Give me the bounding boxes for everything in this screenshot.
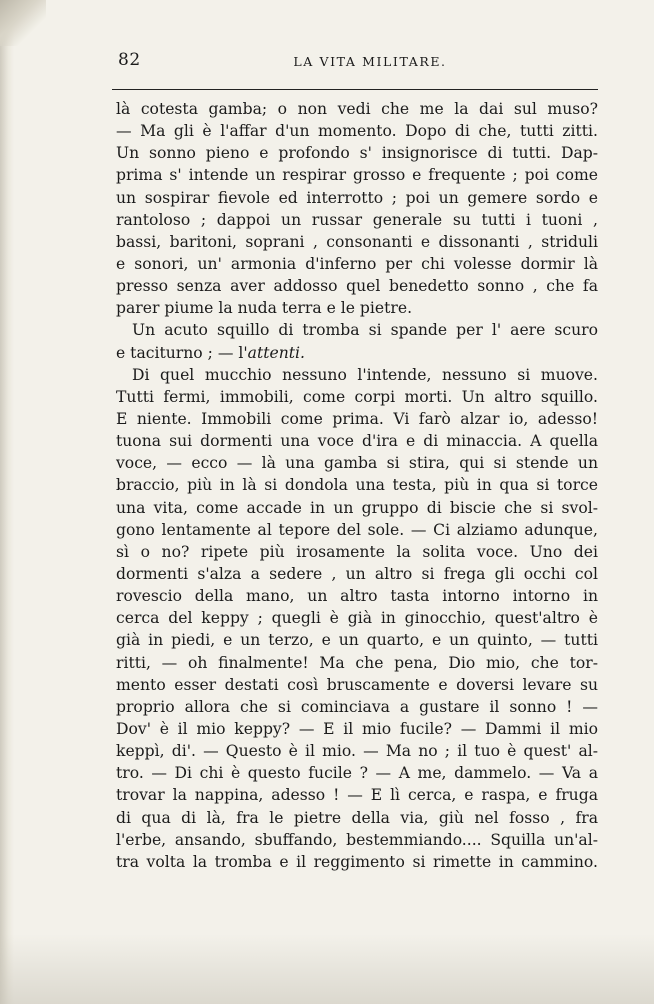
page-bottom-shadow xyxy=(0,934,654,1004)
body-text xyxy=(116,98,598,873)
text-line: rantoloso ; dappoi un russar generale su tutti i tuoni , xyxy=(116,210,598,229)
page-corner xyxy=(0,0,46,46)
text-line: E niente. Immobili come prima. Vi farò alzar io, adesso! xyxy=(116,409,598,428)
text-line: gono lentamente al tepore del sole. — Ci alziamo adunque, xyxy=(116,520,598,539)
text-line: Un sonno pieno e profondo s' insignorisce di tutti. Dap- xyxy=(116,144,598,163)
running-header xyxy=(114,48,596,78)
text-line-with-italic xyxy=(116,342,598,364)
text-line: rovescio della mano, un altro tasta intorno intorno in xyxy=(116,587,598,606)
text-line: presso senza aver addosso quel benedetto sonno , che fa xyxy=(116,277,598,296)
text-line: e sonori, un' armonia d'inferno per chi volesse dormir là xyxy=(116,254,598,273)
text-run: e taciturno ; — l' xyxy=(116,343,248,362)
text-line: tra volta la tromba e il reggimento si rimette in cammino. xyxy=(116,852,598,871)
text-line: sì o no? ripete più irosamente la solita voce. Uno dei xyxy=(116,542,598,561)
text-line: tro. — Di chi è questo fucile ? — A me, dammelo. — Va a xyxy=(116,764,598,783)
text-line: bassi, baritoni, soprani , consonanti e dissonanti , striduli xyxy=(116,232,598,251)
page-number: 82 xyxy=(118,50,141,70)
text-line: parer piume la nuda terra e le pietre. xyxy=(116,299,413,318)
text-line: dormenti s'alza a sedere , un altro si frega gli occhi col xyxy=(116,564,598,583)
text-line: tuona sui dormenti una voce d'ira e di minaccia. A quella xyxy=(116,432,598,451)
header-rule xyxy=(112,89,598,90)
text-line: keppì, di'. — Questo è il mio. — Ma no ; il tuo è quest' al- xyxy=(116,742,598,761)
text-line: mento esser destati così bruscamente e doversi levare su xyxy=(116,675,598,694)
text-line: cerca del keppy ; quegli è già in ginocchio, quest'altro è xyxy=(116,609,598,628)
text-line: di qua di là, fra le pietre della via, giù nel fosso , fra xyxy=(116,808,598,827)
text-line: già in piedi, e un terzo, e un quarto, e un quinto, — tutti xyxy=(116,631,598,650)
text-line: là cotesta gamba; o non vedi che me la dai sul muso? xyxy=(116,100,598,118)
text-line: Dov' è il mio keppy? — E il mio fucile? — Dammi il mio xyxy=(116,719,598,738)
text-line: prima s' intende un respirar grosso e frequente ; poi come xyxy=(116,166,598,185)
italic-word: attenti. xyxy=(247,343,305,362)
text-line: braccio, più in là si dondola una testa, più in qua si torce xyxy=(116,476,598,495)
text-line: proprio allora che si cominciava a gustare il sonno ! — xyxy=(116,697,598,716)
text-line: l'erbe, ansando, sbuffando, bestemmiando.... Squilla un'al- xyxy=(116,830,598,849)
running-title: LA VITA MILITARE. xyxy=(293,54,447,69)
text-line: Un acuto squillo di tromba si spande per l' aere scuro xyxy=(132,321,598,340)
text-line: una vita, come accade in un gruppo di biscie che si svol- xyxy=(116,498,598,517)
text-line: un sospirar fievole ed interrotto ; poi un gemere sordo e xyxy=(116,188,598,207)
text-line: Tutti fermi, immobili, come corpi morti. Un altro squillo. xyxy=(116,387,598,406)
text-line: — Ma gli è l'affar d'un momento. Dopo di che, tutti zitti. xyxy=(116,122,598,141)
page-edge xyxy=(0,0,14,1004)
text-line: trovar la nappina, adesso ! — E lì cerca, e raspa, e fruga xyxy=(116,786,598,805)
text-line: ritti, — oh finalmente! Ma che pena, Dio mio, che tor- xyxy=(116,653,598,672)
text-line: Di quel mucchio nessuno l'intende, nessuno si muove. xyxy=(132,365,598,384)
text-line: voce, — ecco — là una gamba si stira, qui si stende un xyxy=(116,454,598,473)
